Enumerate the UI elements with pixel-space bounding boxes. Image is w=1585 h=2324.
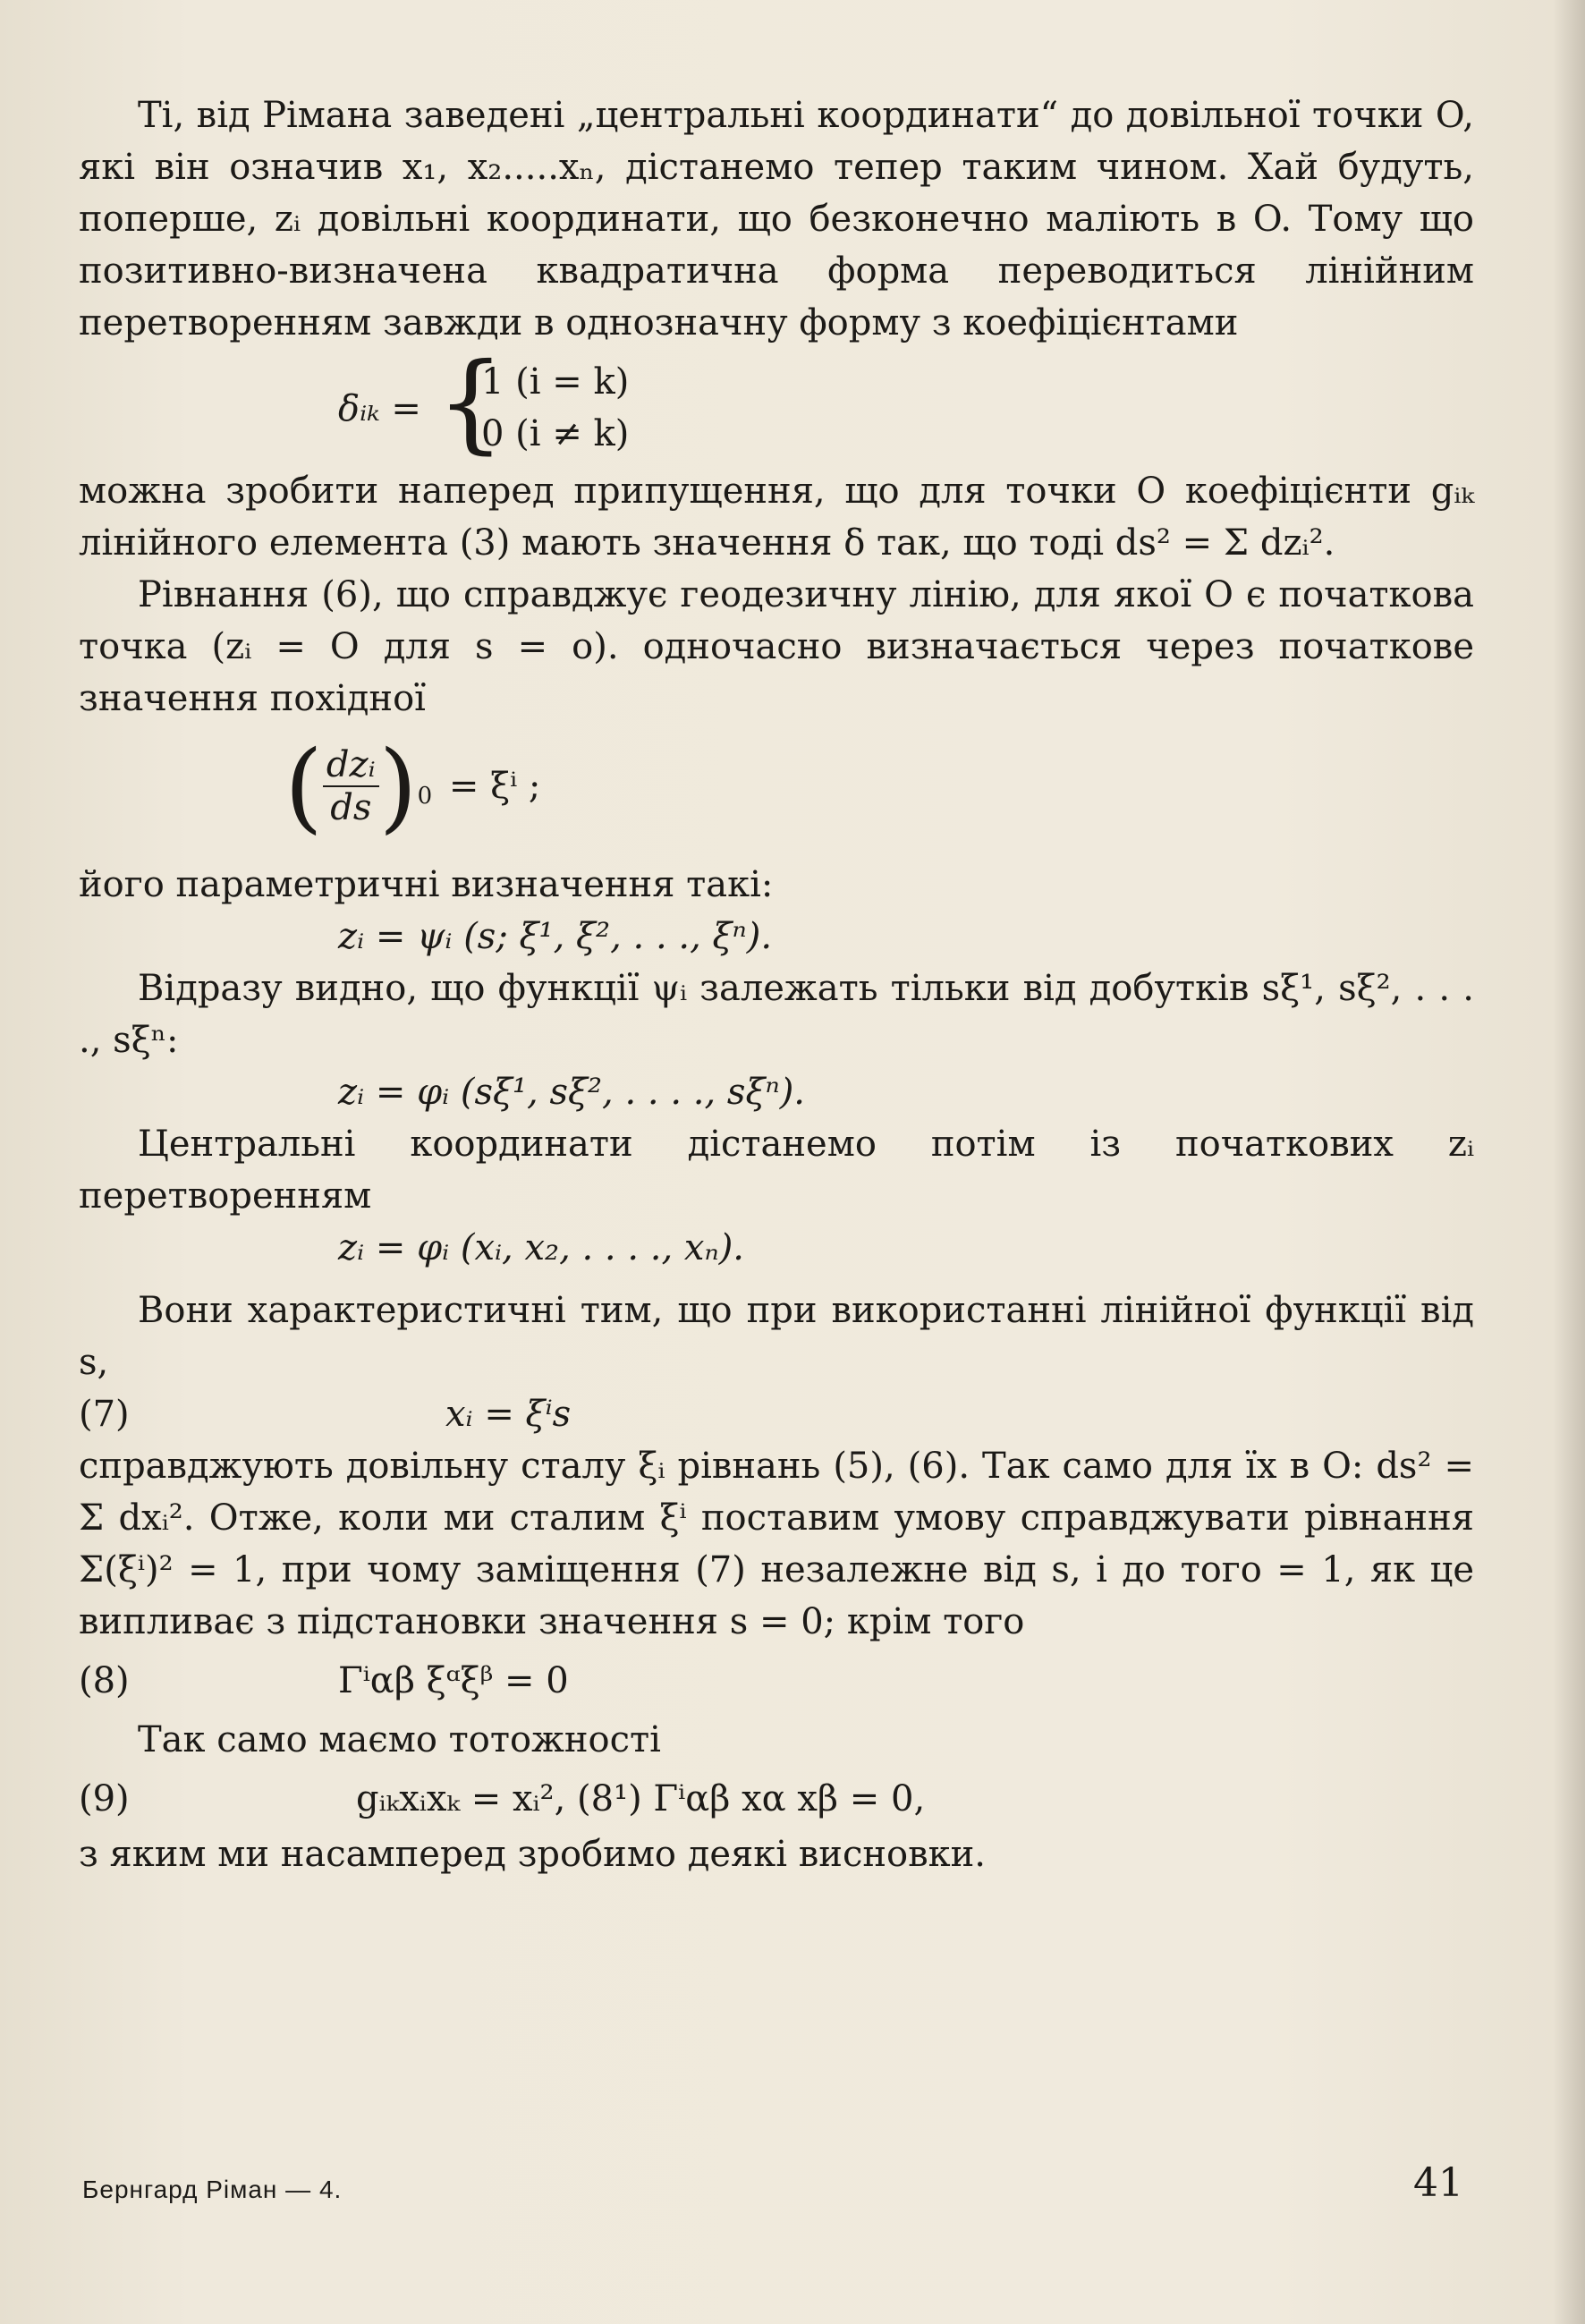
equation-8 — [79, 1655, 1474, 1707]
paragraph-geodesic: Рівнання (6), що справджує геодезичну лінію, для якої O є початкова точка (zᵢ = O для s = o). одночасно визначається через початкове значення похідної — [79, 574, 1474, 719]
paragraph-conclusions: з яким ми насамперед зробимо деякі висновки. — [79, 1834, 986, 1875]
paragraph-transformation: Центральні координати дістанемо потім із початкових zᵢ перетворенням — [79, 1124, 1474, 1217]
derivative-fraction — [323, 744, 379, 828]
equation-8-body: Γⁱαβ ξᵅξᵝ = 0 — [338, 1660, 569, 1701]
equation-phi-s — [79, 1066, 1474, 1118]
paragraph-products: Відразу видно, що функції ψᵢ залежать тільки від добутків sξ¹, sξ², . . . ., sξⁿ: — [79, 968, 1474, 1061]
delta-case-equal: 1 (i = k) — [481, 361, 630, 403]
paragraph-metric-assumption: можна зробити наперед припущення, що для точки O коефіцієнти gᵢₖ лінійного елемента (3) мають значення δ так, що тоді ds² = Σ dzᵢ². — [79, 471, 1474, 564]
derivative-initial-value — [79, 725, 1474, 859]
equation-psi-body: zᵢ = ψᵢ (s; ξ¹, ξ², . . ., ξⁿ). — [338, 916, 773, 957]
derivative-denominator: ds — [330, 787, 372, 828]
equation-9-number: (9) — [79, 1778, 130, 1819]
equation-phi-s-body: zᵢ = φᵢ (sξ¹, sξ², . . . ., sξⁿ). — [338, 1072, 806, 1113]
equation-phi-x-body: zᵢ = φᵢ (xᵢ, x₂, . . . ., xₙ). — [338, 1227, 745, 1268]
delta-case-unequal: 0 (i ≠ k) — [481, 413, 630, 454]
delta-lhs: δᵢₖ = — [338, 388, 421, 429]
equation-9 — [79, 1773, 1474, 1825]
paragraph-identities: Так само маємо тотожності — [138, 1719, 661, 1760]
footer-signature: Бернгард Ріман — 4. — [82, 2176, 343, 2203]
derivative-rhs: = ξⁱ ; — [448, 766, 541, 807]
page-number: 41 — [1413, 2160, 1463, 2206]
equation-phi-x — [79, 1222, 1474, 1274]
equation-7-number: (7) — [79, 1394, 130, 1435]
right-paren-icon: ) — [378, 729, 418, 844]
equation-psi — [79, 911, 1474, 963]
page-body — [79, 89, 1474, 1880]
derivative-numerator: dzᵢ — [323, 744, 379, 787]
paragraph-central-coordinates: Ті, від Рімана заведені „центральні координати“ до довільної точки O, які він означив x₁, x₂.....xₙ, дістанемо тепер таким чином. Хай будуть, поперше, zᵢ довільні координати, що безконечно маліють в O. Тому що позитивно-визначена квадратична форма переводиться лінійним перетворенням завжди в однозначну форму з коефіцієнтами — [79, 95, 1474, 344]
left-paren-icon: ( — [284, 729, 323, 844]
equation-9-body: gᵢₖxᵢxₖ = xᵢ², (8¹) Γⁱαβ xα xβ = 0, — [356, 1778, 926, 1819]
paragraph-constants: справджують довільну сталу ξᵢ рівнань (5), (6). Так само для їх в O: ds² = Σ dxᵢ². Отже, коли ми сталим ξⁱ поставим умову справджувати рівнання Σ(ξⁱ)² = 1, при чому заміщення (7) незалежне від s, і до того = 1, як це випливає з підстановки значення s = 0; крім того — [79, 1446, 1474, 1642]
paragraph-linear-function: Вони характеристичні тим, що при використанні лінійної функції від s, — [79, 1290, 1474, 1383]
kronecker-delta-definition — [79, 341, 1474, 465]
derivative-expression — [284, 729, 541, 844]
paragraph-parametric: його параметричні визначення такі: — [79, 864, 774, 905]
left-brace-icon: { — [437, 341, 505, 465]
derivative-subscript: 0 — [417, 783, 433, 810]
equation-7-body: xᵢ = ξⁱs — [445, 1394, 572, 1435]
page-edge-shadow — [1553, 0, 1585, 2324]
equation-8-number: (8) — [79, 1660, 130, 1701]
equation-7 — [79, 1388, 1474, 1440]
